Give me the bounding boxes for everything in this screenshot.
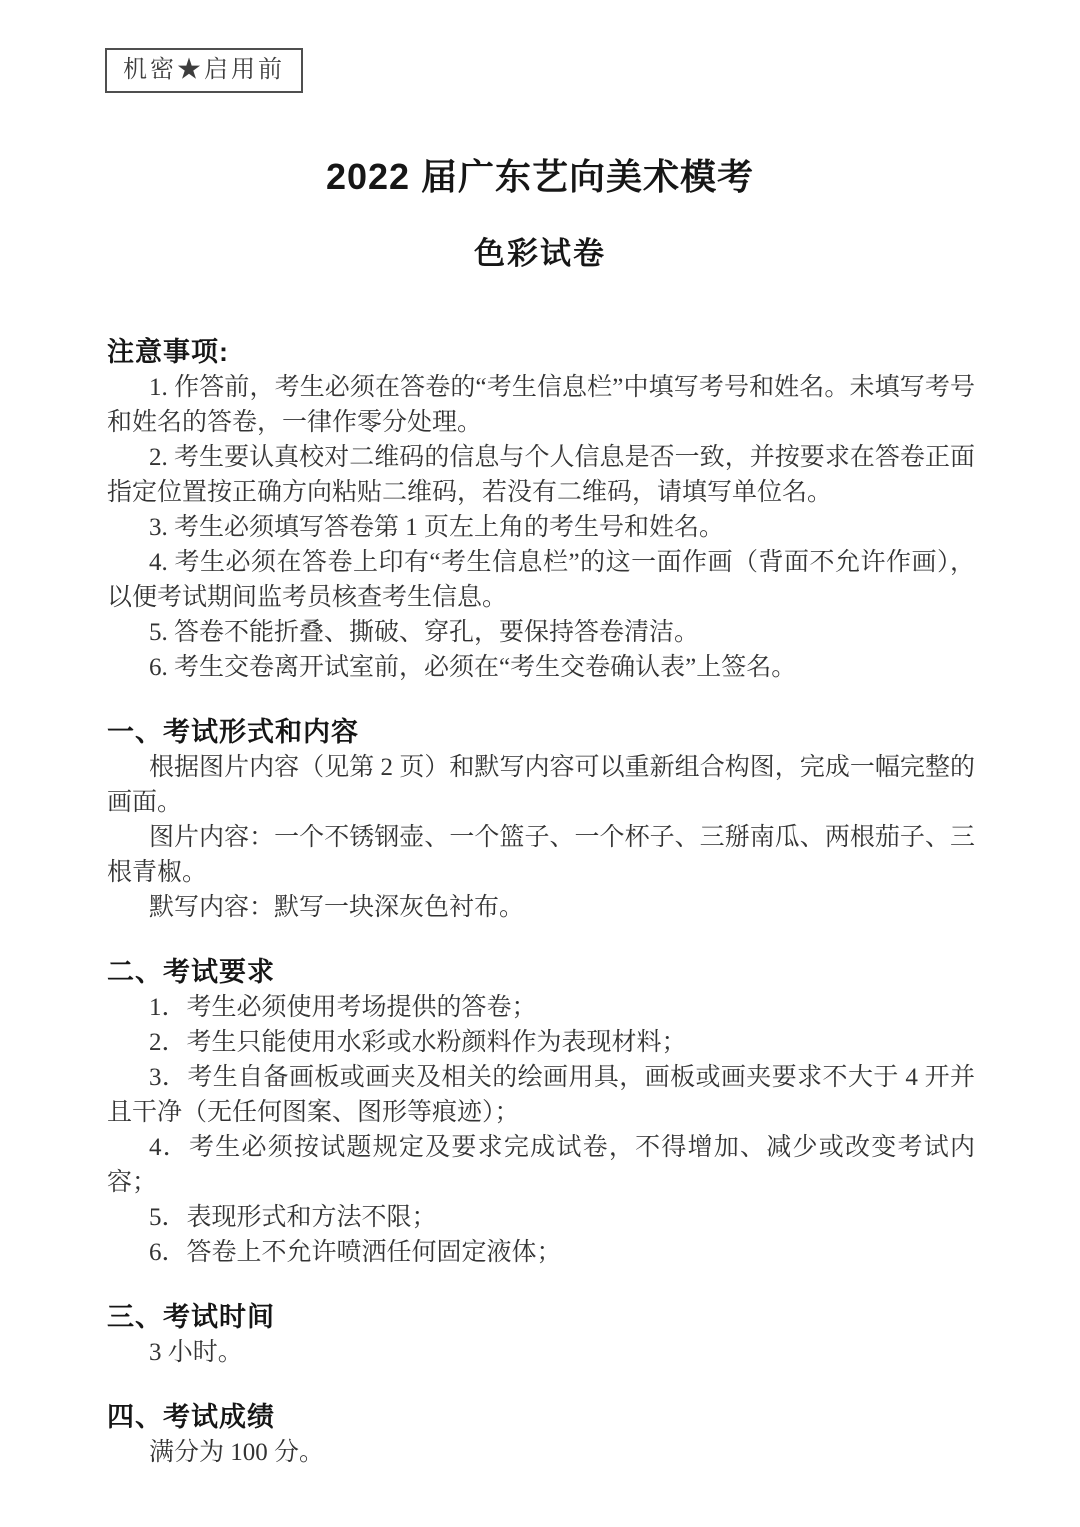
notice-item-6: 6. 考生交卷离开试室前，必须在“考生交卷确认表”上签名。 [149,654,797,681]
exam-score-paragraph: 满分为 100 分。 [149,1439,325,1466]
confidential-stamp-box [105,48,303,93]
requirement-item-2: 2．考生只能使用水彩或水粉颜料作为表现材料； [149,1029,687,1056]
memory-content-paragraph: 默写内容：默写一块深灰色衬布。 [149,894,525,921]
section-exam-format-content [107,715,975,925]
section-heading-exam-format: 一、考试形式和内容 [107,717,359,747]
requirement-item-6: 6．答卷上不允许喷洒任何固定液体； [149,1239,562,1266]
section-heading-exam-time: 三、考试时间 [107,1302,275,1332]
notice-item-5: 5. 答卷不能折叠、撕破、穿孔，要保持答卷清洁。 [149,619,700,646]
exam-format-paragraph: 根据图片内容（见第 2 页）和默写内容可以重新组合构图，完成一幅完整的画面。 [107,754,975,816]
requirement-item-1: 1．考生必须使用考场提供的答卷； [149,994,537,1021]
notice-heading: 注意事项: [107,337,229,367]
section-exam-score [107,1400,975,1470]
notice-item-2: 2. 考生要认真校对二维码的信息与个人信息是否一致，并按要求在答卷正面指定位置按正确方向粘贴二维码，若没有二维码，请填写单位名。 [107,444,975,506]
picture-content-paragraph: 图片内容：一个不锈钢壶、一个篮子、一个杯子、三掰南瓜、两根茄子、三根青椒。 [107,824,975,886]
requirement-item-3: 3．考生自备画板或画夹及相关的绘画用具，画板或画夹要求不大于 4 开并且干净（无任何图案、图形等痕迹）； [107,1064,975,1126]
section-heading-exam-requirements: 二、考试要求 [107,957,275,987]
section-exam-requirements [107,955,975,1270]
document-subtitle: 色彩试卷 [474,236,606,271]
section-exam-time [107,1300,975,1370]
notice-item-4: 4. 考生必须在答卷上印有“考生信息栏”的这一面作画（背面不允许作画），以便考试期间监考员核查考生信息。 [107,549,975,611]
exam-time-paragraph: 3 小时。 [149,1339,243,1366]
notice-item-3: 3. 考生必须填写答卷第 1 页左上角的考生号和姓名。 [149,514,725,541]
requirement-item-5: 5．表现形式和方法不限； [149,1204,437,1231]
confidential-stamp-label: 机密★启用前 [123,57,285,83]
requirement-item-4: 4．考生必须按试题规定及要求完成试卷，不得增加、减少或改变考试内容； [107,1134,975,1196]
document-title: 2022 届广东艺向美术模考 [325,156,755,197]
document-body [107,335,975,1470]
section-notice [107,335,975,685]
notice-item-1: 1. 作答前，考生必须在答卷的“考生信息栏”中填写考号和姓名。未填写考号和姓名的答卷，一律作零分处理。 [107,374,975,436]
section-heading-exam-score: 四、考试成绩 [107,1402,275,1432]
